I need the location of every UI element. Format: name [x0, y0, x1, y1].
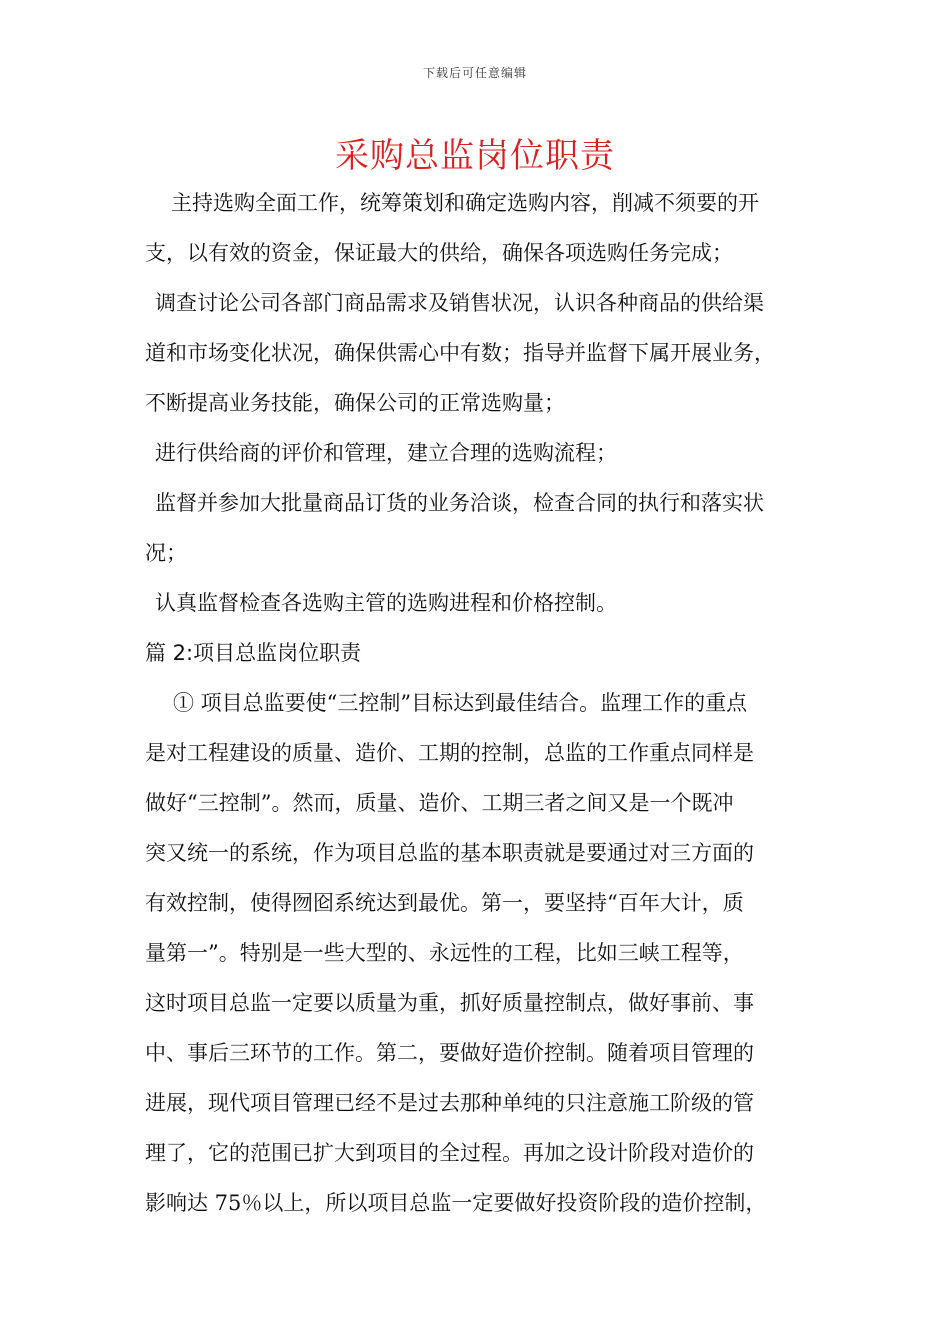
paragraph-line: 不断提高业务技能，确保公司的正常选购量；	[145, 391, 565, 415]
paragraph-line: 是对工程建设的质量、造价、工期的控制，总监的工作重点同样是	[145, 741, 754, 765]
paragraph-line: ① 项目总监要使“三控制”目标达到最佳结合。监理工作的重点	[173, 691, 748, 715]
document-title: 采购总监岗位职责	[335, 136, 615, 176]
paragraph-line: 支，以有效的资金，保证最大的供给，确保各项选购任务完成；	[145, 241, 733, 265]
paragraph-line: 进行供给商的评价和管理，建立合理的选购流程；	[155, 441, 617, 465]
document-body	[145, 178, 815, 1228]
paragraph-line: 中、事后三环节的工作。第二，要做好造价控制。随着项目管理的	[145, 1041, 754, 1065]
paragraph-line: 监督并参加大批量商品订货的业务洽谈，检查合同的执行和落实状	[155, 491, 764, 515]
paragraph-line: 理了，它的范围已扩大到项目的全过程。再加之设计阶段对造价的	[145, 1141, 754, 1165]
paragraph-line: 这时项目总监一定要以质量为重，抓好质量控制点，做好事前、事	[145, 991, 754, 1015]
paragraph-line: 况；	[145, 541, 187, 565]
paragraph-line: 做好“三控制”。然而，质量、造价、工期三者之间又是一个既冲	[145, 791, 734, 815]
paragraph-line: 认真监督检查各选购主管的选购进程和价格控制。	[155, 591, 617, 615]
paragraph-line: 调查讨论公司各部门商品需求及销售状况，认识各种商品的供给渠	[155, 291, 764, 315]
section-heading: 篇 2:项目总监岗位职责	[145, 641, 362, 665]
paragraph-line: 影响达 75％以上，所以项目总监一定要做好投资阶段的造价控制，	[145, 1191, 767, 1215]
header-note: 下载后可任意编辑	[422, 66, 527, 80]
paragraph-line: 主持选购全面工作，统筹策划和确定选购内容，削减不须要的开	[171, 191, 759, 215]
paragraph-line: 量第一”。特别是一些大型的、永远性的工程，比如三峡工程等，	[145, 941, 744, 965]
paragraph-line: 突又统一的系统，作为项目总监的基本职责就是要通过对三方面的	[145, 841, 754, 865]
paragraph-line: 道和市场变化状况，确保供需心中有数；指导并监督下属开展业务，	[145, 341, 775, 365]
paragraph-line: 进展，现代项目管理已经不是过去那种单纯的只注意施工阶级的管	[145, 1091, 754, 1115]
paragraph-line: 有效控制，使得囫囵系统达到最优。第一，要坚持“百年大计，质	[145, 891, 744, 915]
